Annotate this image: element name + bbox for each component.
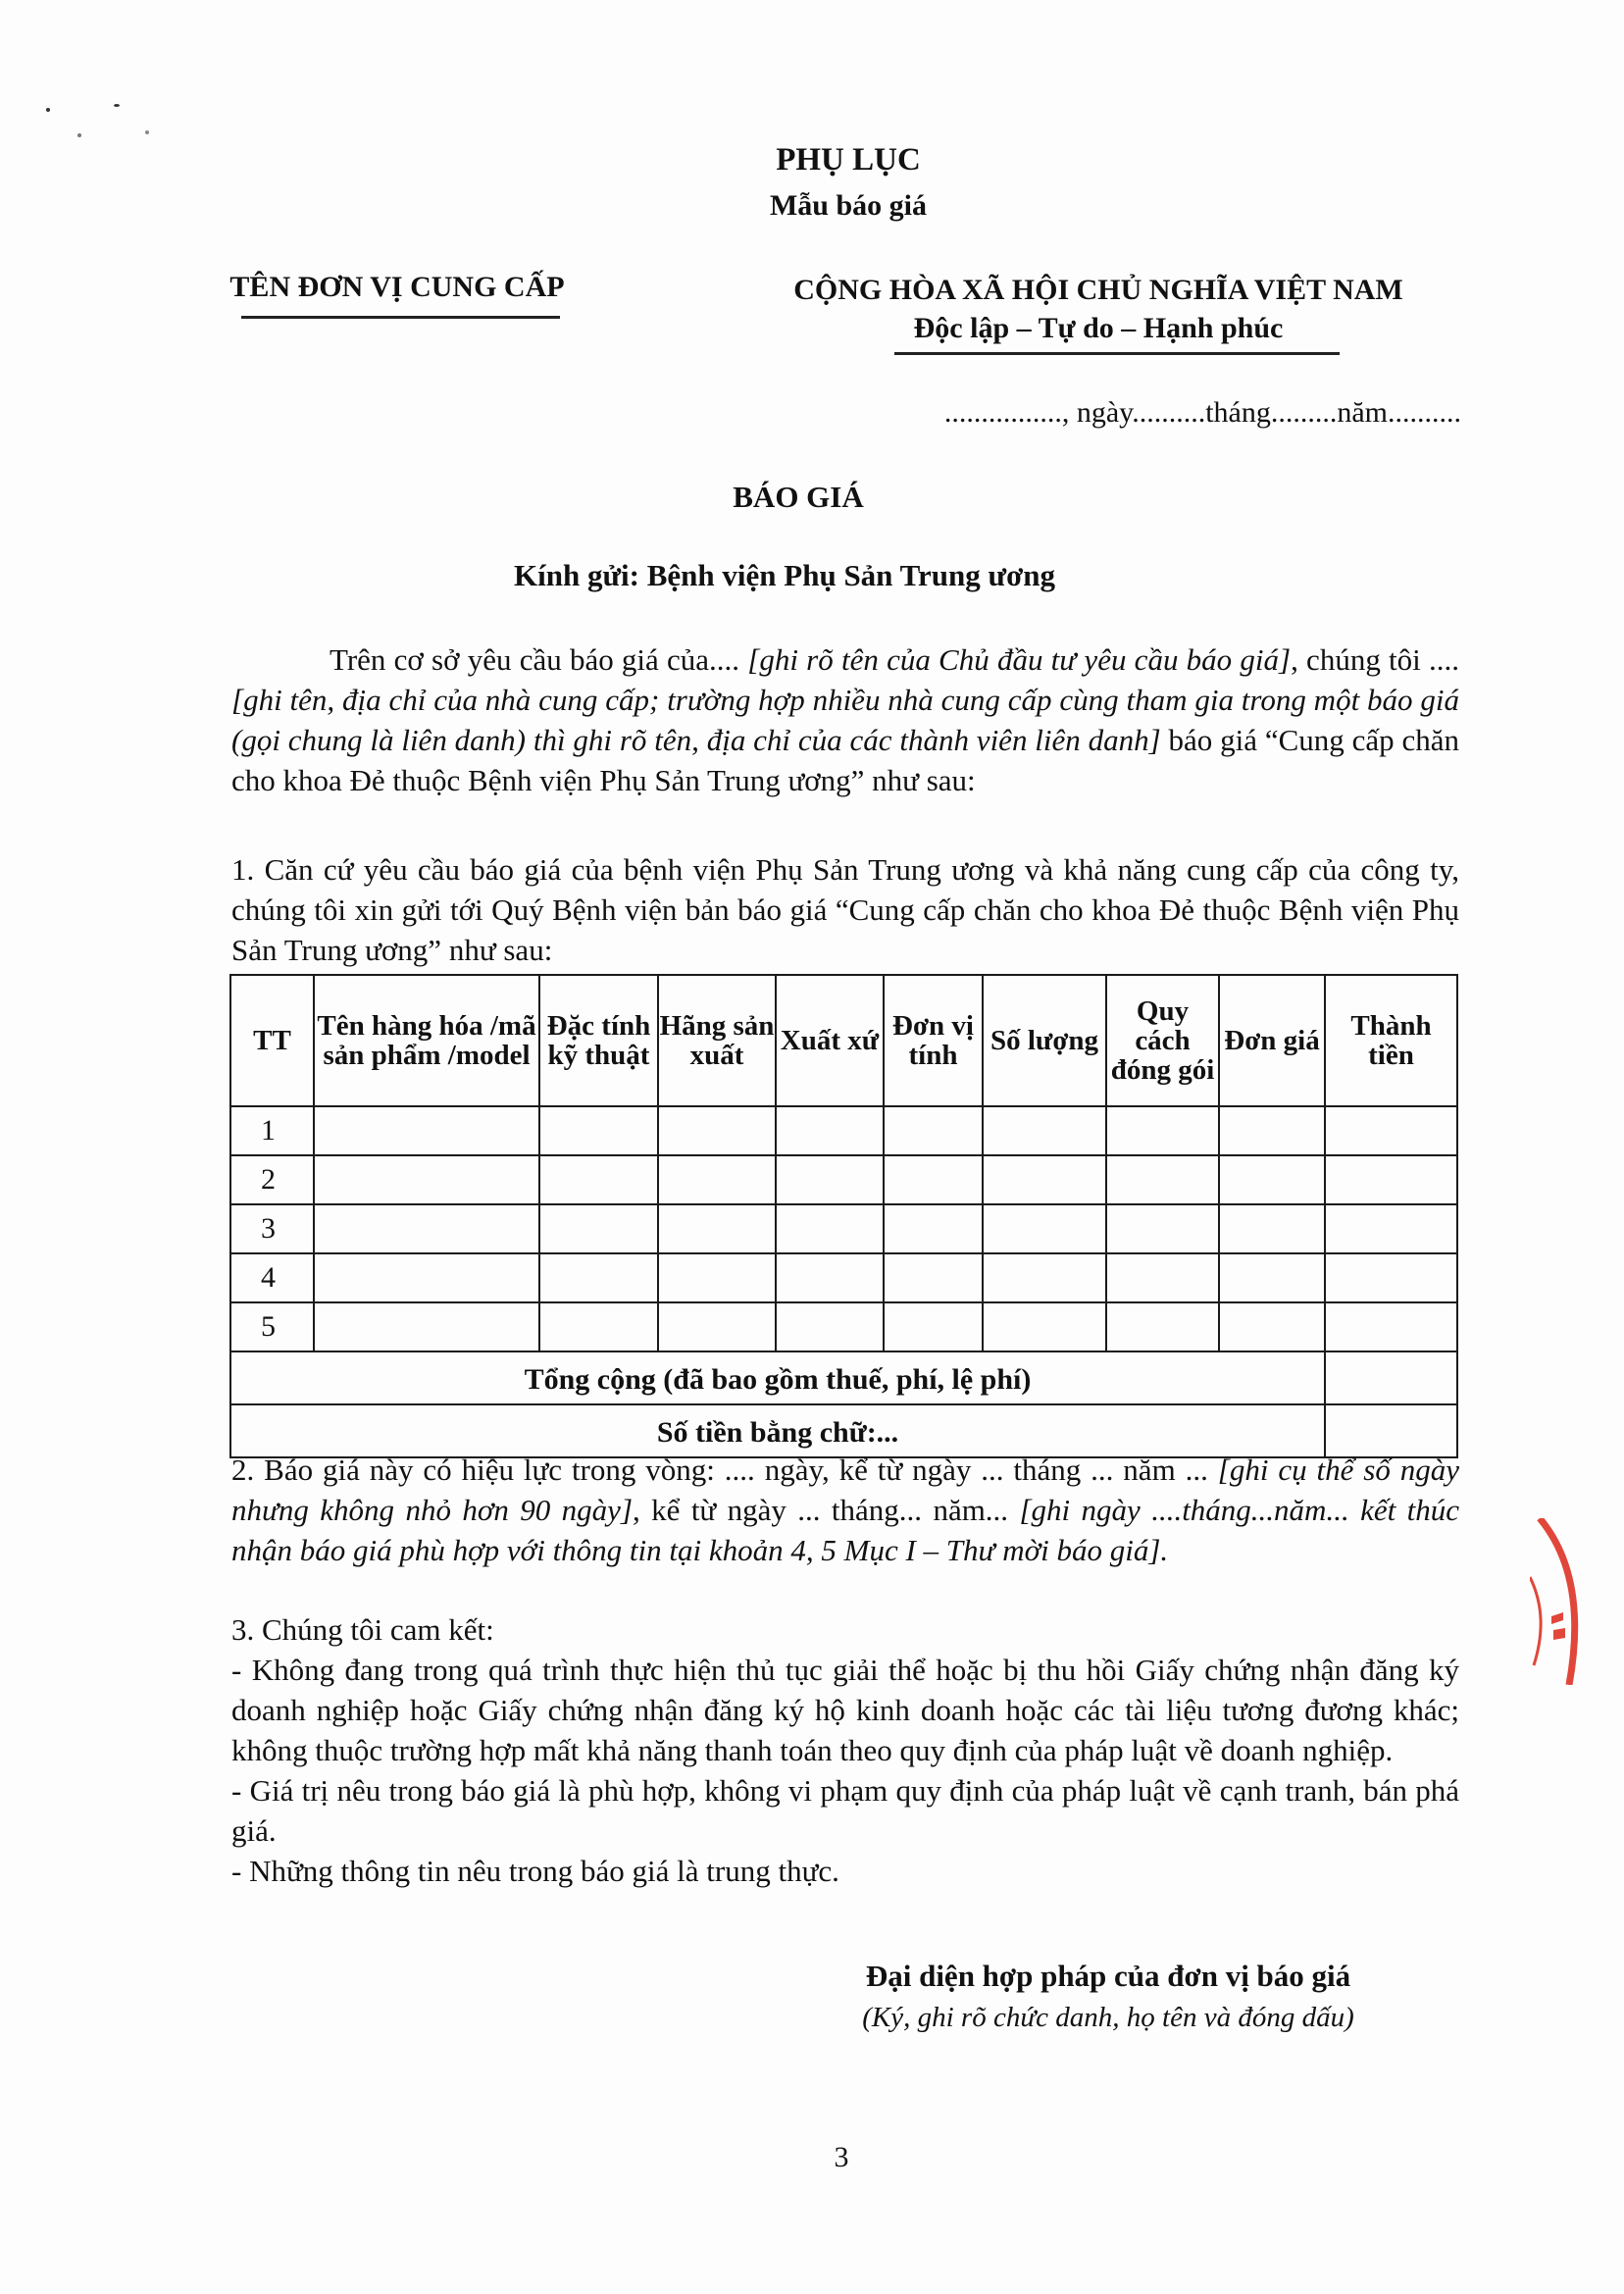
- table-row: [230, 1253, 1457, 1302]
- table-row: [230, 1106, 1457, 1155]
- table-cell: [983, 1155, 1106, 1204]
- table-cell: [658, 1155, 776, 1204]
- table-cell: [884, 1155, 983, 1204]
- validity-instruction: [ghi ngày ....tháng...năm... kết thúc nhận báo giá phù hợp với thông tin tại khoản 4, 5 Mục I – Thư mời báo giá].: [231, 1493, 1459, 1567]
- table-cell: [776, 1106, 884, 1155]
- table-row: [230, 1204, 1457, 1253]
- item-1-paragraph: 1. Căn cứ yêu cầu báo giá của bệnh viện Phụ Sản Trung ương và khả năng cung cấp của công ty, chúng tôi xin gửi tới Quý Bệnh viện bản báo giá “Cung cấp chăn cho khoa Đẻ thuộc Bệnh viện Phụ Sản Trung ương” như sau:: [231, 852, 1459, 967]
- commitments-heading: 3. Chúng tôi cam kết:: [231, 1612, 494, 1647]
- col-header-packaging: Quy cách đóng gói: [1106, 975, 1219, 1106]
- item-3-commitments: [231, 1609, 1459, 1891]
- table-cell: [658, 1204, 776, 1253]
- row-index: 3: [230, 1204, 314, 1253]
- intro-text: , chúng tôi ....: [1291, 642, 1459, 677]
- table-cell: [1219, 1106, 1325, 1155]
- signatory-note: (Ký, ghi rõ chức danh, họ tên và đóng dấu): [862, 2002, 1354, 2033]
- table-cell: [539, 1253, 658, 1302]
- table-cell: [1325, 1302, 1457, 1351]
- table-cell: [1325, 1204, 1457, 1253]
- col-header-manufacturer: Hãng sản xuất: [658, 975, 776, 1106]
- national-motto: Độc lập – Tự do – Hạnh phúc: [913, 312, 1284, 344]
- appendix-subtitle: Mẫu báo giá: [769, 189, 928, 222]
- table-cell: [776, 1302, 884, 1351]
- table-cell: [539, 1106, 658, 1155]
- table-row: [230, 1155, 1457, 1204]
- table-cell: [658, 1106, 776, 1155]
- row-index: 4: [230, 1253, 314, 1302]
- table-cell: [539, 1204, 658, 1253]
- table-cell: [314, 1155, 539, 1204]
- supplier-name-label: TÊN ĐƠN VỊ CUNG CẤP: [229, 271, 565, 303]
- motto-underline: [894, 352, 1340, 355]
- table-cell: [1106, 1106, 1219, 1155]
- table-cell: [539, 1155, 658, 1204]
- table-cell: [776, 1155, 884, 1204]
- validity-text: 2. Báo giá này có hiệu lực trong vòng: .... ngày, kể từ ngày ... tháng ... năm ...: [231, 1453, 1218, 1487]
- table-cell: [314, 1302, 539, 1351]
- table-cell: [1325, 1155, 1457, 1204]
- table-cell: [658, 1302, 776, 1351]
- col-header-product-name: Tên hàng hóa /mã sản phẩm /model: [314, 975, 539, 1106]
- table-cell: [884, 1302, 983, 1351]
- table-cell: [1219, 1204, 1325, 1253]
- national-heading: CỘNG HÒA XÃ HỘI CHỦ NGHĨA VIỆT NAM: [793, 274, 1403, 306]
- table-cell: [983, 1204, 1106, 1253]
- col-header-index: TT: [230, 975, 314, 1106]
- table-cell: [539, 1302, 658, 1351]
- amount-in-words-row-label: Số tiền bằng chữ:...: [230, 1404, 1325, 1457]
- table-cell: [884, 1253, 983, 1302]
- intro-instruction: [ghi tên, địa chỉ của nhà cung cấp; trường hợp nhiều nhà cung cấp cùng tham gia trong một báo giá (gọi chung là liên danh) thì ghi rõ tên, địa chỉ của các thành viên liên danh]: [231, 683, 1459, 757]
- col-header-quantity: Số lượng: [983, 975, 1106, 1106]
- total-row-value: [1325, 1351, 1457, 1404]
- page-number: 3: [834, 2141, 849, 2173]
- validity-instruction: [ghi cụ thể số ngày nhưng không nhỏ hơn 90 ngày]: [231, 1453, 1459, 1527]
- table-cell: [314, 1204, 539, 1253]
- table-cell: [776, 1253, 884, 1302]
- table-cell: [314, 1106, 539, 1155]
- table-cell: [983, 1253, 1106, 1302]
- quotation-title: BÁO GIÁ: [733, 480, 864, 514]
- commitment-item: - Những thông tin nêu trong báo giá là trung thực.: [231, 1854, 839, 1888]
- table-cell: [1219, 1302, 1325, 1351]
- intro-paragraph: [231, 639, 1459, 800]
- row-index: 5: [230, 1302, 314, 1351]
- col-header-unit-price: Đơn giá: [1219, 975, 1325, 1106]
- commitment-item: - Không đang trong quá trình thực hiện thủ tục giải thể hoặc bị thu hồi Giấy chứng nhận đăng ký doanh nghiệp hoặc Giấy chứng nhận đăng ký hộ kinh doanh hoặc các tài liệu tương đương khác; không thuộc trường hợp mất khả năng thanh toán theo quy định của pháp luật về doanh nghiệp.: [231, 1653, 1459, 1767]
- total-row-label: Tổng cộng (đã bao gồm thuế, phí, lệ phí): [230, 1351, 1325, 1404]
- table-cell: [1325, 1106, 1457, 1155]
- table-cell: [1106, 1155, 1219, 1204]
- red-stamp-fragment-icon: [1530, 1518, 1608, 1685]
- item-2-paragraph: [231, 1450, 1459, 1570]
- row-index: 2: [230, 1155, 314, 1204]
- validity-text: , kể từ ngày ... tháng... năm...: [633, 1493, 1020, 1527]
- commitment-item: - Giá trị nêu trong báo giá là phù hợp, không vi phạm quy định của pháp luật về cạnh tranh, bán phá giá.: [231, 1773, 1459, 1848]
- total-row: [230, 1351, 1457, 1404]
- col-header-origin: Xuất xứ: [776, 975, 884, 1106]
- table-cell: [884, 1106, 983, 1155]
- col-header-unit: Đơn vị tính: [884, 975, 983, 1106]
- intro-instruction: [ghi rõ tên của Chủ đầu tư yêu cầu báo giá]: [747, 642, 1292, 677]
- table-row: [230, 1302, 1457, 1351]
- col-header-amount: Thành tiền: [1325, 975, 1457, 1106]
- row-index: 1: [230, 1106, 314, 1155]
- table-cell: [983, 1302, 1106, 1351]
- table-cell: [776, 1204, 884, 1253]
- col-header-specs: Đặc tính kỹ thuật: [539, 975, 658, 1106]
- recipient-line: Kính gửi: Bệnh viện Phụ Sản Trung ương: [514, 558, 1055, 592]
- intro-text: báo giá “Cung cấp chăn cho khoa Đẻ thuộc Bệnh viện Phụ Sản Trung ương” như sau:: [231, 723, 1460, 797]
- table-cell: [1219, 1253, 1325, 1302]
- table-cell: [1106, 1302, 1219, 1351]
- table-cell: [1219, 1155, 1325, 1204]
- table-cell: [1106, 1253, 1219, 1302]
- appendix-title: PHỤ LỤC: [776, 142, 921, 178]
- supplier-underline: [241, 316, 560, 319]
- intro-text: Trên cơ sở yêu cầu báo giá của....: [330, 642, 748, 677]
- date-line: ................, ngày..........tháng.........năm..........: [943, 396, 1461, 429]
- table-cell: [983, 1106, 1106, 1155]
- table-cell: [1325, 1253, 1457, 1302]
- table-cell: [658, 1253, 776, 1302]
- table-cell: [314, 1253, 539, 1302]
- table-cell: [884, 1204, 983, 1253]
- quotation-table: [229, 974, 1458, 1458]
- table-cell: [1106, 1204, 1219, 1253]
- table-header-row: [230, 975, 1457, 1106]
- signatory-title: Đại diện hợp pháp của đơn vị báo giá: [865, 1959, 1351, 1993]
